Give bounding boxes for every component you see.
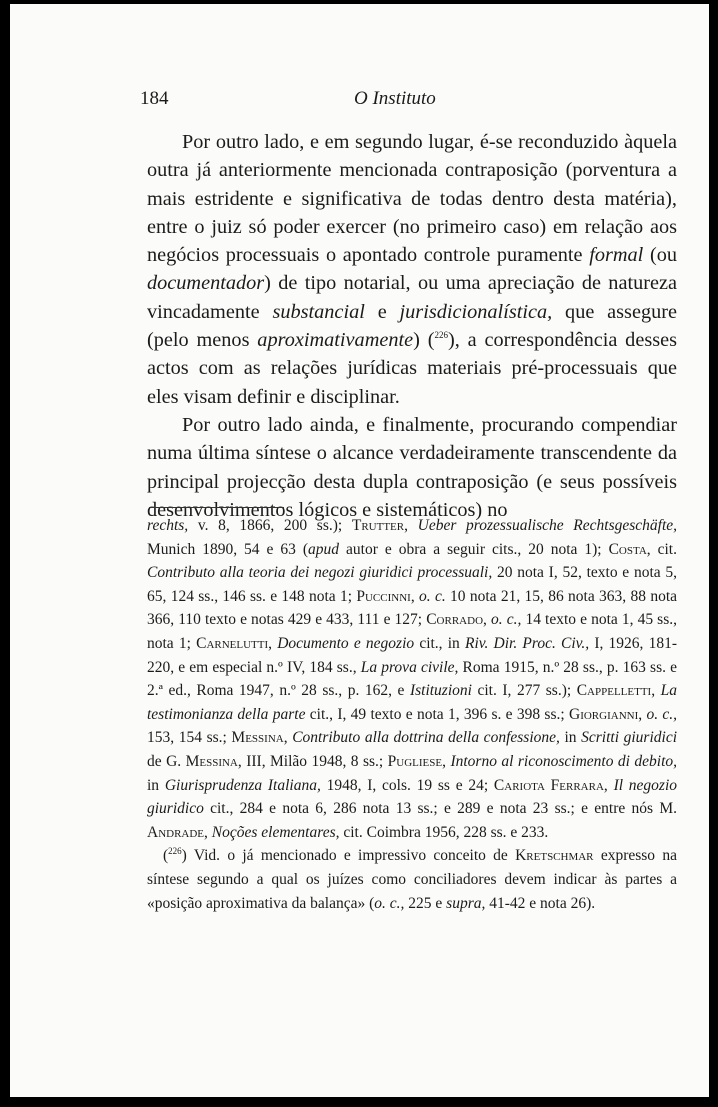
footnote-number: 226 <box>168 846 182 857</box>
footnote-continued: rechts, v. 8, 1866, 200 ss.); Trutter, Ueber prozessualische Rechtsgeschäfte, Munich 1890, 54 e 63 (apud autor e obra a seguir cits., 20 nota 1); Costa, cit. Contributo alla teoria dei negozi giuridici processuali, 20 nota I, 52, texto e nota 5, 65, 124 ss., 146 ss. e 148 nota 1; Puccinni, o. c. 10 nota 21, 15, 86 nota 363, 88 nota 366, 110 texto e notas 429 e 433, 111 e 127; Corrado, o. c., 14 texto e nota 1, 45 ss., nota 1; Carnelutti, Documento e negozio cit., in Riv. Dir. Proc. Civ., I, 1926, 181-220, e em especial n.º IV, 184 ss., La prova civile, Roma 1915, n.º 28 ss., p. 163 ss. e 2.ª ed., Roma 1947, n.º 28 ss., p. 162, e Istituzioni cit. I, 277 ss.); Cappelletti, La testimonianza della parte cit., I, 49 texto e nota 1, 396 s. e 398 ss.; Giorgianni, o. c., 153, 154 ss.; Messina, Contributo alla dottrina della confessione, in Scritti giuridici de G. Messina, III, Milão 1948, 8 ss.; Pugliese, Intorno al riconoscimento di debito, in Giurisprudenza Italiana, 1948, I, cols. 19 ss e 24; Cariota Ferrara, Il negozio giuridico cit., 284 e nota 6, 286 nota 13 ss.; e 289 e nota 23 ss.; e entre nós M. Andrade, Noções elementares, cit. Coimbra 1956, 228 ss. e 233. <box>147 517 678 841</box>
running-title: O Instituto <box>354 88 436 109</box>
page-header <box>140 88 680 118</box>
footnote-ref-226[interactable]: 226 <box>434 330 448 341</box>
body-text <box>147 128 677 524</box>
paragraph-1: Por outro lado, e em segundo lugar, é-se reconduzido àquela outra já anteriormente mencionada contraposição (porventura a mais estridente e significativa de todas dentro desta matéria), entre o juiz só poder exercer (no primeiro caso) em relação aos negócios processuais o apontado controle puramente formal (ou documentador) de tipo notarial, ou uma apreciação de natureza vincadamente substancial e jurisdicionalística, que assegure (pelo menos aproximativamente) ($^{226}$), a correspondência desses actos com as relações jurídicas materiais pré-processuais que eles visam definir e disciplinar. <box>147 131 678 408</box>
page-number: 184 <box>140 88 169 109</box>
footnote-divider <box>149 507 284 508</box>
footnote-226: ($^{226}$) Vid. o já mencionado e impressivo conceito de Kretschmar expresso na síntese segundo a qual os juízes como conciliadores devem indicar às partes a «posição aproximativa da balança» (o. c., 225 e supra, 41-42 e nota 26). <box>147 846 677 912</box>
book-page <box>10 4 709 1097</box>
footnotes <box>147 514 677 915</box>
paragraph-2: Por outro lado ainda, e finalmente, procurando compendiar numa última síntese o alcance verdadeiramente transcendente da principal projecção desta dupla contraposição (e seus possíveis desenvolvimentos lógicos e sistemáticos) no <box>147 413 677 521</box>
